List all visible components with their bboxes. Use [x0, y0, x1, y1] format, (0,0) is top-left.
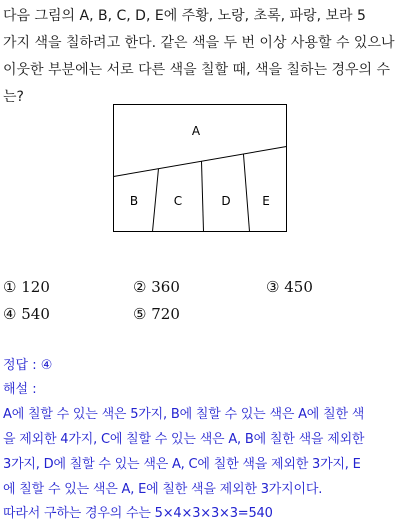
figure-divider-cd	[202, 162, 204, 232]
region-label-a: A	[191, 124, 201, 138]
question-line-2: 가지 색을 칠하려고 한다. 같은 색을 두 번 이상 사용할 수 있으나	[3, 35, 395, 51]
choice-value: 120	[21, 278, 50, 296]
choice-value: 540	[21, 305, 50, 323]
choice-4[interactable]	[3, 304, 50, 324]
region-label-e: E	[262, 194, 270, 208]
choice-number: ④	[3, 305, 17, 323]
answer-label: 정답 : ④	[3, 358, 53, 373]
question-line-3: 이웃한 부분에는 서로 다른 색을 칠할 때, 색을 칠하는 경우의 수	[3, 62, 391, 78]
figure-divider-de	[244, 155, 250, 232]
choice-number: ③	[266, 278, 280, 296]
explanation-line-4: 에 칠할 수 있는 색은 A, E에 칠한 색을 제외한 3가지이다.	[3, 482, 323, 497]
choice-5[interactable]	[133, 304, 180, 324]
choice-value: 720	[151, 305, 180, 323]
choice-number: ①	[3, 278, 17, 296]
choice-number: ②	[133, 278, 147, 296]
explanation-label: 해설 :	[3, 382, 37, 397]
figure-divider-slant	[114, 147, 287, 177]
explanation-line-3: 3가지, D에 칠할 수 있는 색은 A, C에 칠한 색을 제외한 3가지, E	[3, 457, 361, 472]
choice-1[interactable]	[3, 277, 50, 297]
region-label-d: D	[221, 194, 231, 208]
question-line-1: 다음 그림의 A, B, C, D, E에 주황, 노랑, 초록, 파랑, 보라 5	[3, 8, 366, 24]
choice-2[interactable]	[133, 277, 180, 297]
explanation-line-5: 따라서 구하는 경우의 수는 5×4×3×3×3=540	[3, 506, 273, 521]
choice-3[interactable]	[266, 277, 313, 297]
choice-value: 360	[151, 278, 180, 296]
choice-value: 450	[284, 278, 313, 296]
figure-divider-bc	[153, 169, 159, 232]
region-label-c: C	[173, 194, 183, 208]
explanation-line-2: 을 제외한 4가지, C에 칠할 수 있는 색은 A, B에 칠한 색을 제외한	[3, 432, 365, 447]
region-label-b: B	[129, 194, 139, 208]
question-line-4: 는?	[3, 89, 24, 105]
choice-number: ⑤	[133, 305, 147, 323]
explanation-line-1: A에 칠할 수 있는 색은 5가지, B에 칠할 수 있는 색은 A에 칠한 색	[3, 407, 365, 422]
